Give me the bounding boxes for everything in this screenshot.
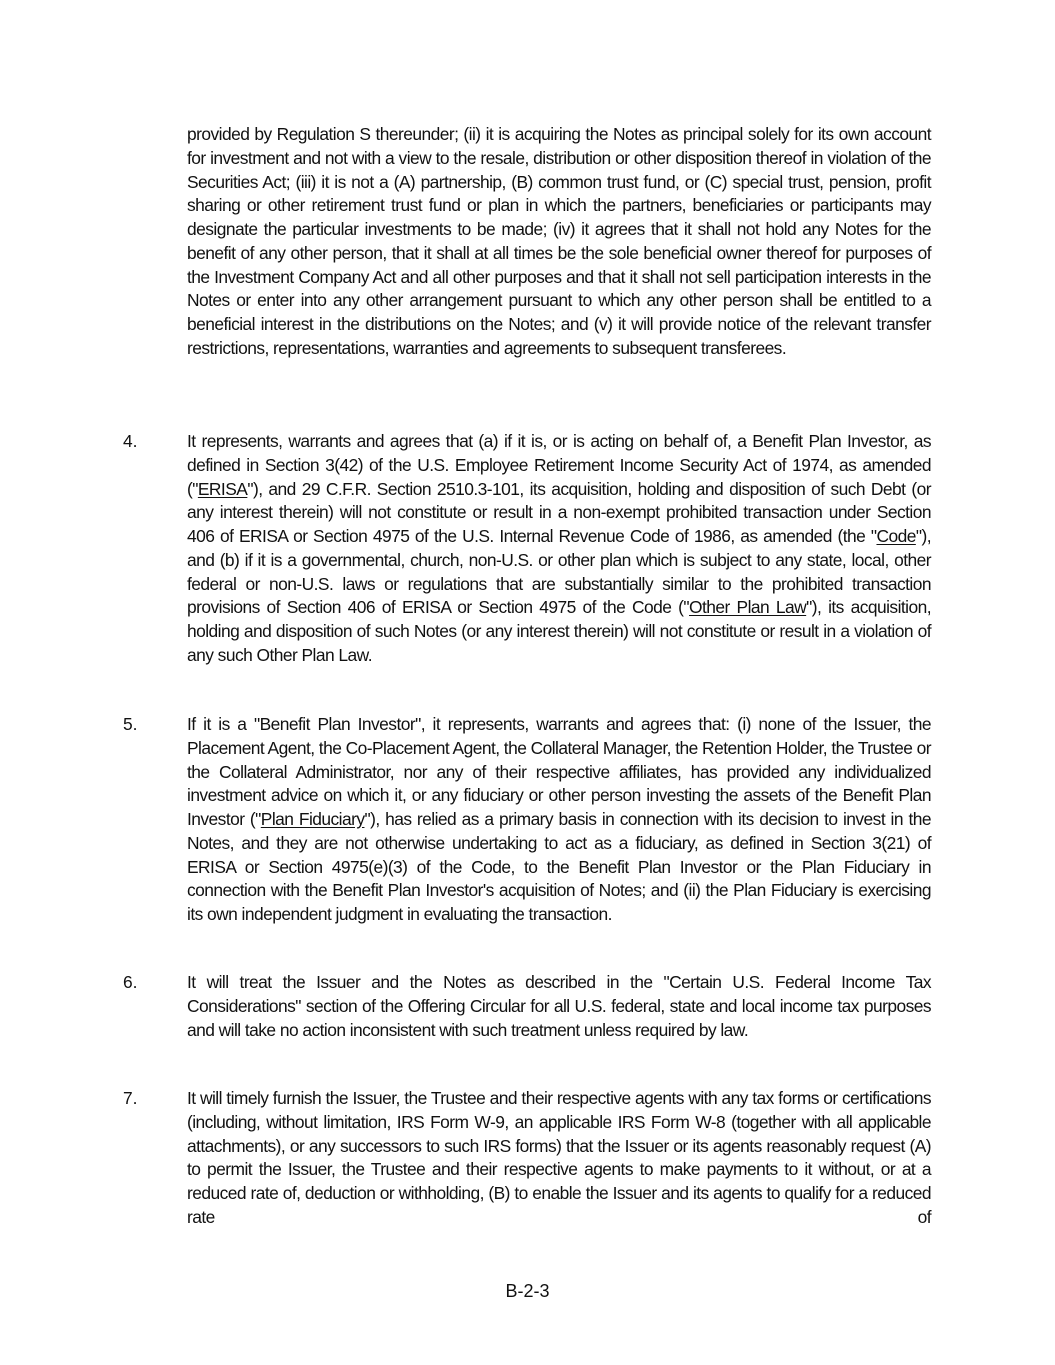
page-number: B-2-3 — [505, 1281, 550, 1301]
item-number: 7. — [123, 1088, 138, 1108]
item-text — [187, 430, 931, 668]
text-segment: It will timely furnish the Issuer, the Trustee and their respective agents with any tax forms or certifications (including, without limitation, IRS Form W-9, an applicable IRS Form W-8 (together with all applicable attachments), or any successors to such IRS forms) that the Issuer or its agents reasonably request (A) to permit the Issuer, the Trustee and their respective agents to make payments to it without, or at a reduced rate of, deduction or withholding, (B) to enable the Issuer and its agents to qualify for a reduced rate of — [187, 1088, 931, 1227]
item-text — [187, 1087, 931, 1230]
text-segment: It will treat the Issuer and the Notes as described in the "Certain U.S. Federal Income Tax Considerations" section of the Offering Circular for all U.S. federal, state and local income tax purposes and will take no action inconsistent with such treatment unless required by law. — [187, 972, 931, 1040]
item-text — [187, 713, 931, 927]
text-segment: "), and (b) if it is a governmental, church, non-U.S. or other plan which is subject to any state, local, other federal or non-U.S. laws or regulations that are substantially similar to the prohibited transaction provisions of Section 406 of ERISA or Section 4975 of the Code (" — [187, 526, 931, 618]
item-number: 6. — [123, 972, 138, 992]
paragraph-text: provided by Regulation S thereunder; (ii) it is acquiring the Notes as principal solely for its own account for investment and not with a view to the resale, distribution or other disposition thereof in violation of the Securities Act; (iii) it is not a (A) partnership, (B) common trust fund, or (C) special trust, pension, profit sharing or other retirement trust fund or plan in which the partners, beneficiaries or participants may designate the particular investments to be made; (iv) it agrees that it shall not hold any Notes for the benefit of any other person, that it shall at all times be the sole beneficial owner thereof for purposes of the Investment Company Act and all other purposes and that it shall not sell participation interests in the Notes or enter into any other arrangement pursuant to which any other person shall be entitled to a beneficial interest in the distributions on the Notes; and (v) it will provide notice of the relevant transfer restrictions, representations, warranties and agreements to subsequent transferees. — [187, 124, 931, 358]
text-segment: If it is a "Benefit Plan Investor", it represents, warrants and agrees that: (i) none of the Issuer, the Placement Agent, the Co-Placement Agent, the Collateral Manager, the Retention Holder, the Trustee or the Collateral Administrator, nor any of their respective affiliates, has provided any individualized investment advice on which it, or any fiduciary or other person investing the assets of the Benefit Plan Investor (" — [187, 714, 931, 829]
item-text — [187, 971, 931, 1042]
defined-term-code: Code — [876, 526, 916, 546]
defined-term-erisa: ERISA — [197, 478, 248, 499]
defined-term-plan-fiduciary: Plan Fiduciary — [260, 809, 365, 829]
text-segment: "), and 29 C.F.R. Section 2510.3-101, its acquisition, holding and disposition of such Debt (or any interest therein) will not constitute or result in a non-exempt prohibited transaction under Section 406 of ERISA or Section 4975 of the U.S. Internal Revenue Code of 1986, as amended (the " — [187, 478, 931, 546]
defined-term-other-plan-law: Other Plan Law — [689, 597, 807, 618]
text-segment: It represents, warrants and agrees that (a) if it is, or is acting on behalf of, a Benefit Plan Investor, as defined in Section 3(42) of the U.S. Employee Retirement Income Security Act of 1974, as amended (" — [187, 431, 931, 499]
continuation-paragraph — [187, 123, 931, 361]
item-number: 5. — [123, 714, 138, 734]
text-segment: "), has relied as a primary basis in connection with its decision to invest in the Notes, and they are not otherwise undertaking to act as a fiduciary, as defined in Section 3(21) of ERISA or Section 4975(e)(3) of the Code, to the Benefit Plan Investor or the Plan Fiduciary in connection with the Benefit Plan Investor's acquisition of Notes; and (ii) the Plan Fiduciary is exercising its own independent judgment in evaluating the transaction. — [187, 809, 931, 924]
text-segment: "), its acquisition, holding and disposition of such Notes (or any interest therein) will not constitute or result in a violation of any such Other Plan Law. — [187, 597, 932, 665]
item-number: 4. — [123, 431, 138, 451]
